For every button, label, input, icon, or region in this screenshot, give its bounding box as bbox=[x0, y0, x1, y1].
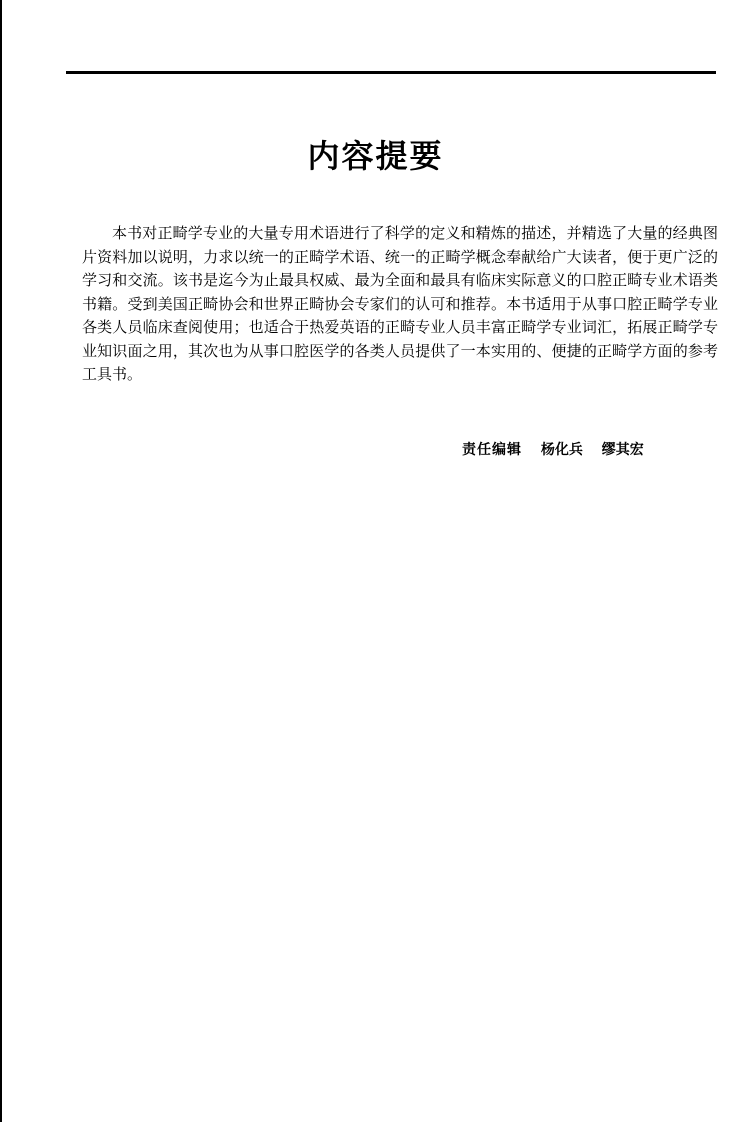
page-title: 内容提要 bbox=[307, 137, 444, 175]
abstract-paragraph: 本书对正畸学专业的大量专用术语进行了科学的定义和精炼的描述，并精选了大量的经典图片资料加以说明，力求以统一的正畸学术语、统一的正畸学概念奉献给广大读者，便于更广泛的学习和交流。该书是迄今为止最具权威、最为全面和最具有临床实际意义的口腔正畸专业术语类书籍。受到美国正畸协会和世界正畸协会专家们的认可和推荐。本书适用于从事口腔正畸学专业各类人员临床查阅使用；也适合于热爱英语的正畸专业人员丰富正畸学专业词汇，拓展正畸学专业知识面之用，其次也为从事口腔医学的各类人员提供了一本实用的、便捷的正畸学方面的参考工具书。 bbox=[82, 224, 718, 383]
editor-name: 杨化兵 bbox=[540, 442, 583, 458]
editor-name: 缪其宏 bbox=[601, 442, 644, 458]
header-rule bbox=[66, 71, 716, 74]
editor-credits bbox=[462, 440, 702, 460]
editor-role-label: 责任编辑 bbox=[462, 442, 522, 458]
